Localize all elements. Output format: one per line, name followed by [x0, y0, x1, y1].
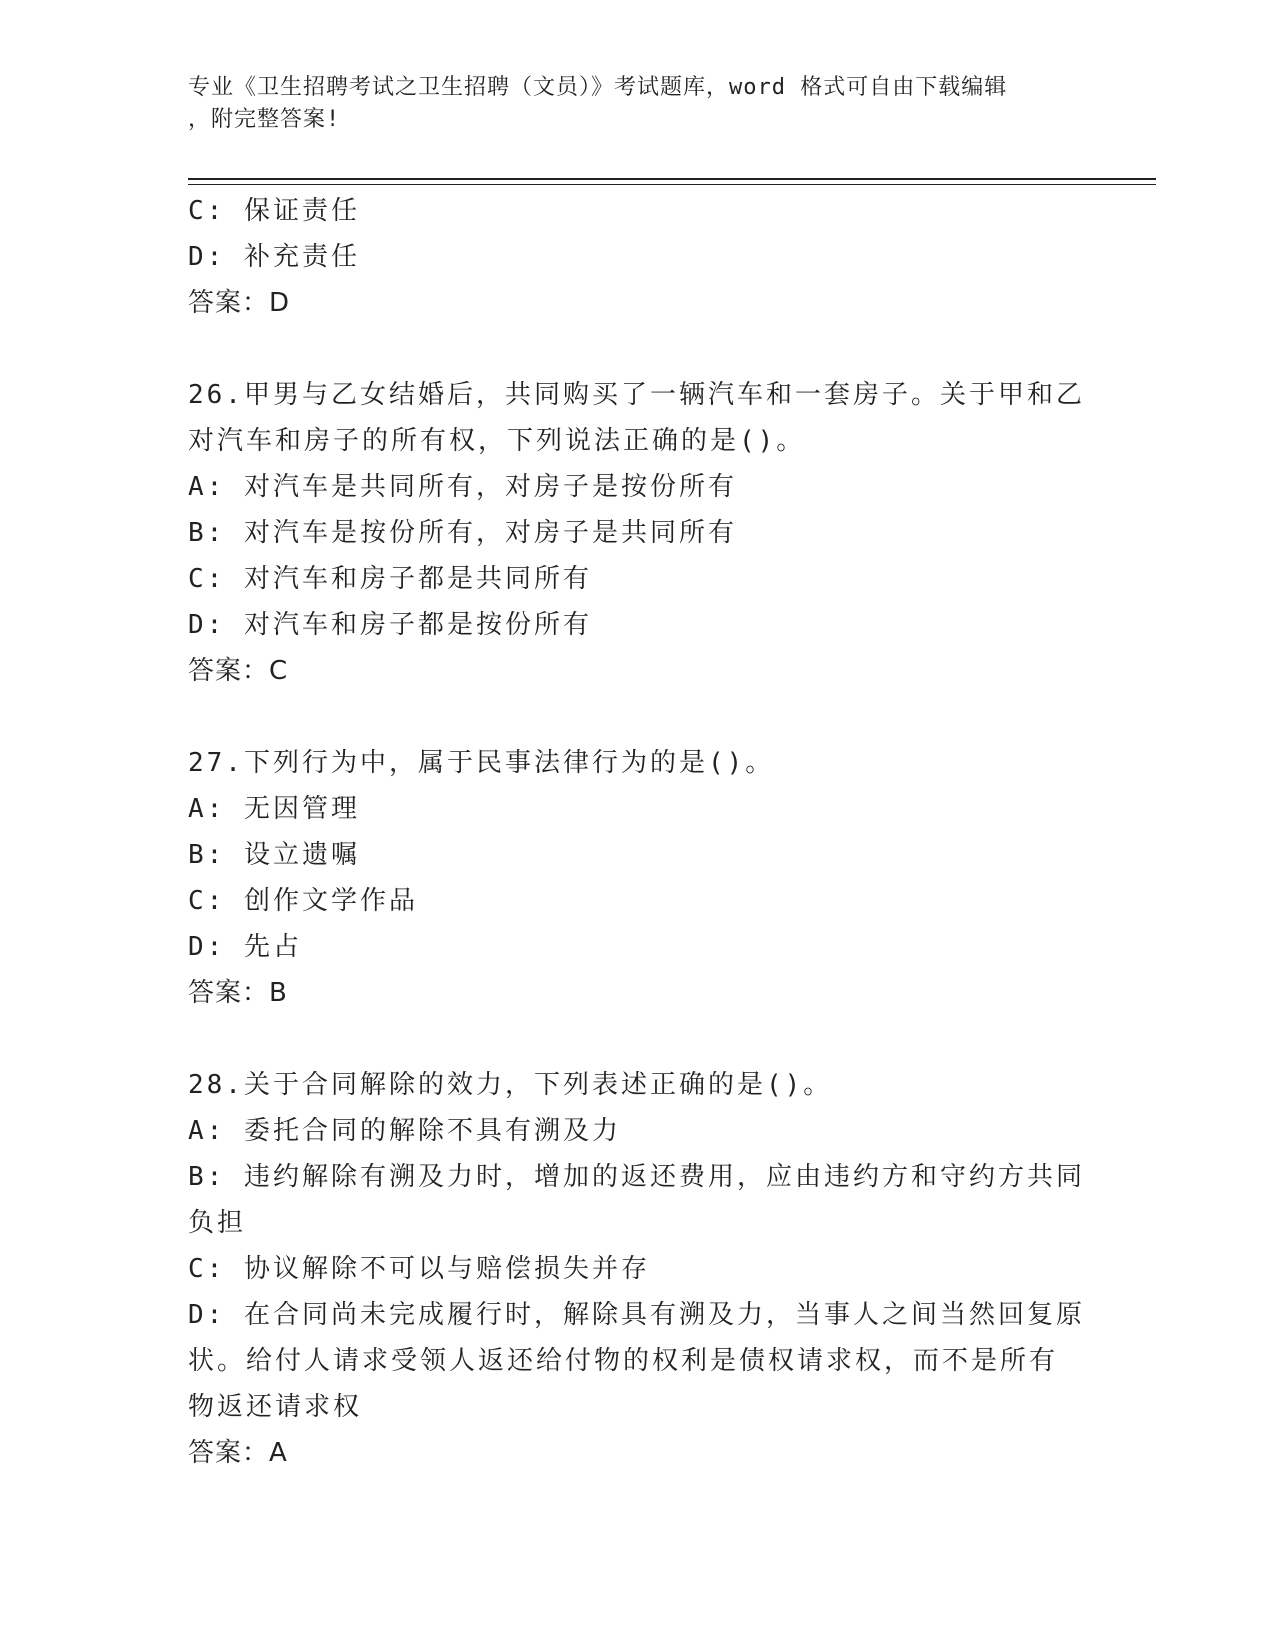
option-d: D: 补充责任 — [188, 242, 360, 272]
header-divider-thin — [188, 184, 1156, 185]
option-c: C: 创作文学作品 — [188, 886, 418, 916]
answer-line: 答案：C — [188, 656, 289, 686]
question-28 — [188, 1062, 1088, 1476]
answer-line: 答案：A — [188, 1438, 288, 1468]
option-a: A: 无因管理 — [188, 794, 360, 824]
spacer — [188, 326, 1088, 372]
answer-line: 答案：B — [188, 978, 288, 1008]
option-a: A: 委托合同的解除不具有溯及力 — [188, 1116, 621, 1146]
spacer — [188, 694, 1088, 740]
option-d-continued: 物返还请求权 — [188, 1392, 363, 1422]
option-d-continued: 状。给付人请求受领人返还给付物的权利是债权请求权，而不是所有 — [188, 1346, 1059, 1376]
header-line-2: ，附完整答案! — [188, 107, 341, 132]
question-stem: 26.甲男与乙女结婚后，共同购买了一辆汽车和一套房子。关于甲和乙 — [188, 380, 1085, 410]
header-line-1: 专业《卫生招聘考试之卫生招聘（文员）》考试题库，word 格式可自由下载编辑 — [188, 75, 1008, 100]
answer-line: 答案：D — [188, 288, 291, 318]
option-a: A: 对汽车是共同所有，对房子是按份所有 — [188, 472, 737, 502]
question-stem-continued: 对汽车和房子的所有权，下列说法正确的是()。 — [188, 426, 806, 456]
question-26 — [188, 372, 1088, 694]
question-stem: 27.下列行为中，属于民事法律行为的是()。 — [188, 748, 775, 778]
option-c: C: 协议解除不可以与赔偿损失并存 — [188, 1254, 650, 1284]
question-list — [188, 188, 1088, 1476]
option-c: C: 对汽车和房子都是共同所有 — [188, 564, 592, 594]
option-d: D: 在合同尚未完成履行时，解除具有溯及力，当事人之间当然回复原 — [188, 1300, 1085, 1330]
document-header — [188, 72, 1088, 136]
spacer — [188, 1016, 1088, 1062]
option-b: B: 设立遗嘱 — [188, 840, 360, 870]
question-27 — [188, 740, 1088, 1016]
header-divider-thick — [188, 178, 1156, 180]
question-stem: 28.关于合同解除的效力，下列表述正确的是()。 — [188, 1070, 833, 1100]
option-b: B: 违约解除有溯及力时，增加的返还费用，应由违约方和守约方共同 — [188, 1162, 1085, 1192]
option-b-continued: 负担 — [188, 1208, 247, 1238]
question-25-partial — [188, 188, 1088, 326]
option-c: C: 保证责任 — [188, 196, 360, 226]
option-d: D: 对汽车和房子都是按份所有 — [188, 610, 592, 640]
option-b: B: 对汽车是按份所有，对房子是共同所有 — [188, 518, 737, 548]
option-d: D: 先占 — [188, 932, 302, 962]
